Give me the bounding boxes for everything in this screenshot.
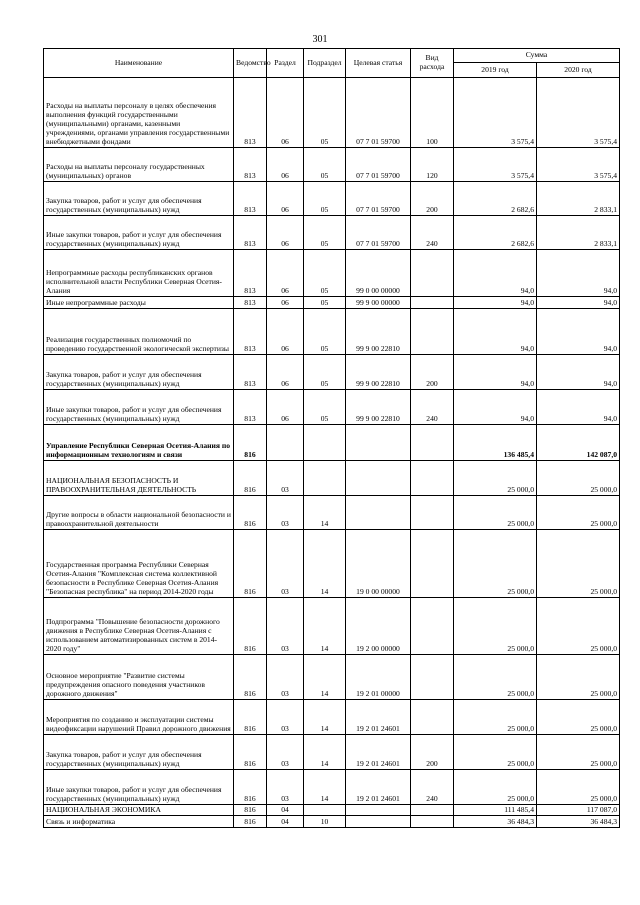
row-vid: 240 [411,390,454,425]
table-header [44,49,620,78]
row-name: Связь и информатика [44,816,234,828]
row-razdel: 03 [267,655,304,700]
row-razdel: 06 [267,216,304,250]
table-row [44,496,620,530]
row-csr [346,461,411,496]
row-ved: 813 [234,250,267,297]
row-2019: 25 000,0 [454,461,537,496]
row-name: Иные закупки товаров, работ и услуг для обеспечения государственных (муниципальных) нужд [44,216,234,250]
row-podrazdel: 05 [304,355,346,390]
header-ved: Ведомство [234,49,267,78]
row-ved: 816 [234,496,267,530]
row-name: Иные непрограммные расходы [44,297,234,309]
table-row [44,148,620,182]
header-name: Наименование [44,49,234,78]
row-razdel [267,425,304,461]
row-2019: 25 000,0 [454,655,537,700]
row-vid [411,700,454,735]
row-name: Подпрограмма "Повышение безопасности дорожного движения в Республике Северная Осетия-Алания с использованием автоматизированных систем в 2014-2020 году" [44,598,234,655]
table-row [44,355,620,390]
header-csr: Целевая статья [346,49,411,78]
row-podrazdel: 14 [304,700,346,735]
table-row [44,700,620,735]
row-name: Другие вопросы в области национальной безопасности и правоохранительной деятельности [44,496,234,530]
row-vid [411,309,454,355]
table-row [44,461,620,496]
header-summa: Сумма [454,49,620,63]
row-vid [411,496,454,530]
row-ved: 813 [234,309,267,355]
row-2019: 3 575,4 [454,148,537,182]
row-ved: 813 [234,78,267,148]
row-vid [411,461,454,496]
row-csr [346,805,411,816]
table-row [44,735,620,770]
row-podrazdel: 05 [304,148,346,182]
page-number: 301 [312,34,328,45]
table-row [44,655,620,700]
row-vid: 200 [411,182,454,216]
row-2019: 94,0 [454,297,537,309]
row-razdel: 04 [267,816,304,828]
row-name: Государственная программа Республики Северная Осетия-Алания "Комплексная система коллективной безопасности в Республике Северная Осетия-Алания "Безопасная республика" на период 2014-2020 годы [44,530,234,598]
budget-table [43,48,620,828]
row-2020: 3 575,4 [537,148,620,182]
row-csr: 07 7 01 59700 [346,182,411,216]
table-row [44,425,620,461]
row-2020: 25 000,0 [537,735,620,770]
row-csr: 07 7 01 59700 [346,78,411,148]
row-ved: 813 [234,297,267,309]
row-ved: 816 [234,461,267,496]
row-csr: 99 0 00 00000 [346,250,411,297]
row-razdel: 06 [267,297,304,309]
row-ved: 816 [234,700,267,735]
row-2020: 3 575,4 [537,78,620,148]
row-razdel: 04 [267,805,304,816]
row-vid [411,250,454,297]
row-name: Расходы на выплаты персоналу государственных (муниципальных) органов [44,148,234,182]
row-name: НАЦИОНАЛЬНАЯ БЕЗОПАСНОСТЬ И ПРАВООХРАНИТЕЛЬНАЯ ДЕЯТЕЛЬНОСТЬ [44,461,234,496]
header-podrazdel: Подраздел [304,49,346,78]
table-row [44,182,620,216]
row-csr: 99 9 00 22810 [346,309,411,355]
row-2019: 94,0 [454,250,537,297]
row-csr [346,816,411,828]
row-2019: 2 682,6 [454,216,537,250]
row-name: Управление Республики Северная Осетия-Алания по информационным технологиям и связи [44,425,234,461]
row-podrazdel: 05 [304,390,346,425]
row-ved: 813 [234,182,267,216]
row-razdel: 03 [267,461,304,496]
row-vid: 240 [411,216,454,250]
row-2020: 25 000,0 [537,655,620,700]
row-razdel: 06 [267,182,304,216]
row-vid [411,816,454,828]
header-2019: 2019 год [454,63,537,78]
row-vid [411,425,454,461]
row-2020: 25 000,0 [537,461,620,496]
table-row [44,816,620,828]
row-csr: 99 9 00 00000 [346,297,411,309]
row-razdel: 06 [267,250,304,297]
row-vid: 200 [411,735,454,770]
row-2019: 36 484,3 [454,816,537,828]
row-2020: 94,0 [537,355,620,390]
row-ved: 816 [234,598,267,655]
row-csr: 19 2 01 24601 [346,700,411,735]
row-podrazdel: 14 [304,770,346,805]
row-razdel: 06 [267,390,304,425]
row-name: Основное мероприятие "Развитие системы предупреждения опасного поведения участников дорожного движения" [44,655,234,700]
row-2020: 94,0 [537,309,620,355]
row-razdel: 06 [267,355,304,390]
row-ved: 816 [234,735,267,770]
row-2019: 94,0 [454,390,537,425]
row-razdel: 03 [267,770,304,805]
row-2020: 117 087,0 [537,805,620,816]
header-razdel: Раздел [267,49,304,78]
row-ved: 813 [234,148,267,182]
row-csr [346,425,411,461]
row-podrazdel: 10 [304,816,346,828]
table-row [44,297,620,309]
row-podrazdel [304,805,346,816]
row-2020: 25 000,0 [537,496,620,530]
row-podrazdel: 05 [304,309,346,355]
row-2019: 3 575,4 [454,78,537,148]
table-row [44,770,620,805]
row-2019: 2 682,6 [454,182,537,216]
row-csr: 19 0 00 00000 [346,530,411,598]
row-2020: 25 000,0 [537,770,620,805]
table-row [44,530,620,598]
row-2020: 2 833,1 [537,182,620,216]
row-2019: 25 000,0 [454,496,537,530]
row-2019: 25 000,0 [454,735,537,770]
row-podrazdel: 05 [304,250,346,297]
row-vid [411,805,454,816]
header-vid: Вид расхода [411,49,454,78]
row-vid: 100 [411,78,454,148]
row-podrazdel: 14 [304,735,346,770]
row-vid [411,655,454,700]
row-razdel: 03 [267,700,304,735]
row-name: Иные закупки товаров, работ и услуг для обеспечения государственных (муниципальных) нужд [44,390,234,425]
row-csr: 07 7 01 59700 [346,216,411,250]
row-2020: 94,0 [537,250,620,297]
row-vid [411,598,454,655]
row-csr [346,496,411,530]
row-ved: 816 [234,655,267,700]
row-ved: 813 [234,355,267,390]
row-2020: 25 000,0 [537,700,620,735]
row-ved: 816 [234,530,267,598]
row-name: НАЦИОНАЛЬНАЯ ЭКОНОМИКА [44,805,234,816]
row-2019: 25 000,0 [454,598,537,655]
row-razdel: 06 [267,148,304,182]
row-razdel: 03 [267,598,304,655]
row-name: Реализация государственных полномочий по проведению государственной экологической экспертизы [44,309,234,355]
row-podrazdel: 05 [304,78,346,148]
table-row [44,250,620,297]
table-row [44,216,620,250]
row-podrazdel: 05 [304,182,346,216]
row-2019: 94,0 [454,309,537,355]
row-csr: 99 9 00 22810 [346,355,411,390]
row-2019: 136 485,4 [454,425,537,461]
row-csr: 19 2 01 24601 [346,770,411,805]
row-2020: 94,0 [537,297,620,309]
row-csr: 19 2 01 24601 [346,735,411,770]
row-2020: 142 087,0 [537,425,620,461]
row-2020: 25 000,0 [537,530,620,598]
row-csr: 07 7 01 59700 [346,148,411,182]
row-2020: 2 833,1 [537,216,620,250]
row-ved: 816 [234,816,267,828]
row-name: Закупка товаров, работ и услуг для обеспечения государственных (муниципальных) нужд [44,182,234,216]
row-name: Мероприятия по созданию и эксплуатации системы видеофиксации нарушений Правил дорожного движения [44,700,234,735]
row-razdel: 03 [267,735,304,770]
table-row [44,309,620,355]
row-razdel: 06 [267,78,304,148]
table-row [44,390,620,425]
row-ved: 813 [234,390,267,425]
row-podrazdel [304,461,346,496]
row-2020: 25 000,0 [537,598,620,655]
row-2019: 111 485,4 [454,805,537,816]
row-csr: 19 2 00 00000 [346,598,411,655]
table-row [44,598,620,655]
row-ved: 816 [234,805,267,816]
row-name: Закупка товаров, работ и услуг для обеспечения государственных (муниципальных) нужд [44,735,234,770]
row-podrazdel: 05 [304,297,346,309]
row-podrazdel: 05 [304,216,346,250]
row-name: Иные закупки товаров, работ и услуг для обеспечения государственных (муниципальных) нужд [44,770,234,805]
row-csr: 99 9 00 22810 [346,390,411,425]
row-2020: 94,0 [537,390,620,425]
row-podrazdel: 14 [304,655,346,700]
row-razdel: 06 [267,309,304,355]
row-vid [411,297,454,309]
table-row [44,78,620,148]
row-podrazdel: 14 [304,598,346,655]
row-vid: 120 [411,148,454,182]
header-2020: 2020 год [537,63,620,78]
row-name: Непрограммные расходы республиканских органов исполнительной власти Республики Северная Осетия-Алания [44,250,234,297]
row-podrazdel [304,425,346,461]
row-2019: 25 000,0 [454,770,537,805]
row-ved: 816 [234,425,267,461]
row-ved: 813 [234,216,267,250]
row-razdel: 03 [267,530,304,598]
row-razdel: 03 [267,496,304,530]
row-name: Расходы на выплаты персоналу в целях обеспечения выполнения функций государственными (муниципальными) органами, казенными учреждениями, органами управления государственными внебюджетными фондами [44,78,234,148]
row-2019: 25 000,0 [454,530,537,598]
row-ved: 816 [234,770,267,805]
row-2020: 36 484,3 [537,816,620,828]
row-podrazdel: 14 [304,496,346,530]
row-podrazdel: 14 [304,530,346,598]
row-2019: 94,0 [454,355,537,390]
row-vid: 200 [411,355,454,390]
row-vid [411,530,454,598]
row-2019: 25 000,0 [454,700,537,735]
row-name: Закупка товаров, работ и услуг для обеспечения государственных (муниципальных) нужд [44,355,234,390]
table-body [44,78,620,828]
row-csr: 19 2 01 00000 [346,655,411,700]
row-vid: 240 [411,770,454,805]
table-row [44,805,620,816]
